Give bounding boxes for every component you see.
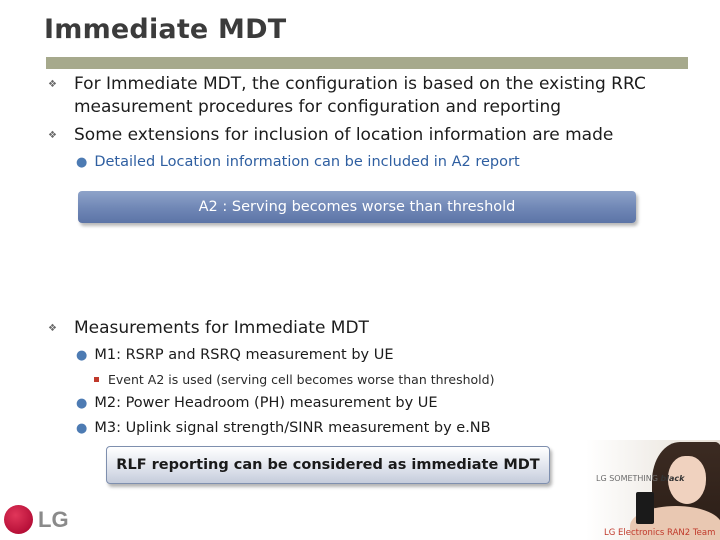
promo-photo (586, 440, 720, 540)
dot-bullet-icon: ● (76, 348, 88, 363)
dot-bullet-icon: ● (76, 396, 88, 411)
bullet-text: For Immediate MDT, the configuration is based on the existing RRC (74, 74, 646, 94)
lg-logo (4, 505, 74, 539)
sub-bullet-text: Detailed Location information can be included in A2 report (94, 154, 520, 170)
bullet-text: measurement procedures for configuration and reporting (74, 97, 562, 117)
bullet-marker-icon: ❖ (48, 323, 57, 334)
sub-bullet-item (76, 393, 438, 414)
lg-wordmark: LG (38, 507, 69, 532)
slide-title: Immediate MDT (44, 14, 287, 45)
sub-bullet-item (76, 345, 393, 366)
sub-bullet-item (76, 418, 491, 439)
team-credit: LG Electronics RAN2 Team (604, 528, 716, 538)
dot-bullet-icon: ● (76, 421, 88, 436)
phone-icon (636, 492, 654, 524)
bullet-marker-icon: ❖ (48, 130, 57, 141)
lg-emblem-icon (4, 505, 33, 534)
title-underline-bar (46, 57, 688, 69)
square-bullet-icon (94, 377, 99, 382)
a2-event-box: A2 : Serving becomes worse than threshold (78, 191, 636, 223)
sub-bullet-text: M1: RSRP and RSRQ measurement by UE (94, 347, 394, 363)
dot-bullet-icon: ● (76, 155, 88, 170)
bullet-text: Some extensions for inclusion of location information are made (74, 125, 614, 145)
rlf-callout-box: RLF reporting can be considered as immediate MDT (106, 446, 550, 484)
bullet-marker-icon: ❖ (48, 79, 57, 90)
bullet-text: Measurements for Immediate MDT (74, 318, 369, 338)
sub-sub-bullet-text: Event A2 is used (serving cell becomes worse than threshold) (108, 372, 495, 387)
photo-brand-text: LG SOMETHING black (596, 474, 685, 483)
sub-bullet-text: M2: Power Headroom (PH) measurement by UE (94, 395, 438, 411)
sub-bullet-item (76, 152, 520, 173)
sub-sub-bullet-item (94, 371, 494, 389)
sub-bullet-text: M3: Uplink signal strength/SINR measurement by e.NB (94, 420, 491, 436)
